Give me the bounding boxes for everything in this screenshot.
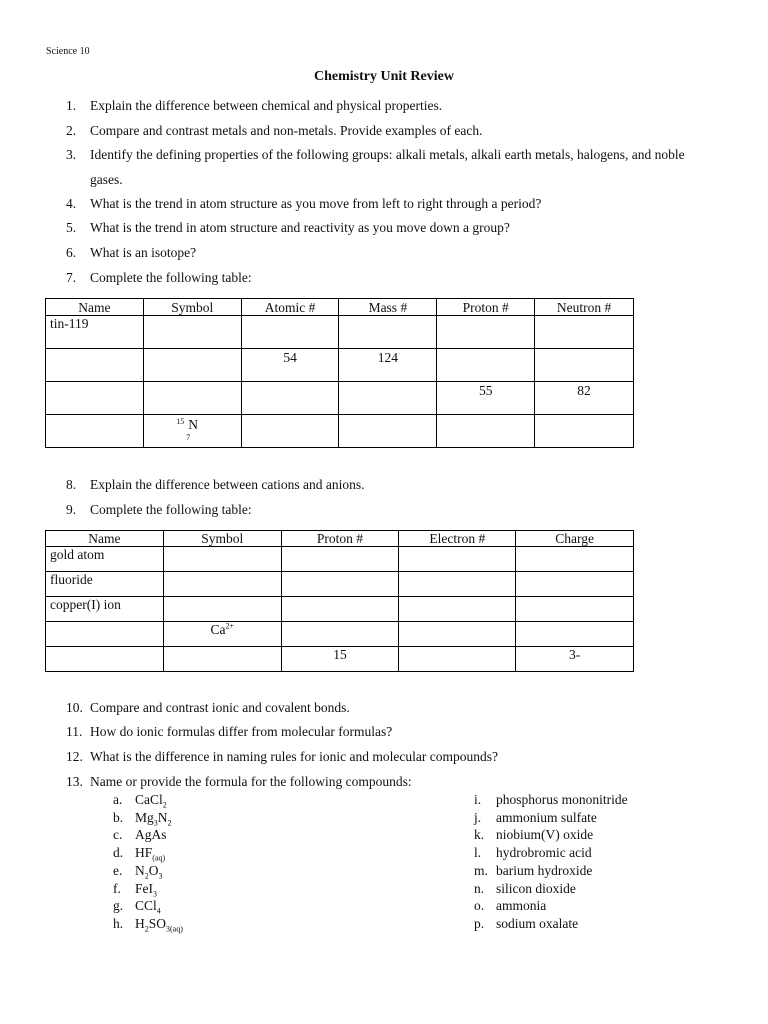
question-text: What is the trend in atom structure as you move from left to right through a period? [90, 196, 542, 211]
compound-item [474, 791, 628, 809]
question-text: What is an isotope? [90, 245, 197, 260]
question-number: 10. [66, 700, 83, 715]
question-text: What is the trend in atom structure and reactivity as you move down a group? [90, 220, 510, 235]
table-row [46, 647, 634, 672]
table-cell[interactable] [437, 349, 535, 382]
question-number: 8. [66, 477, 77, 492]
mass-number: 15 [176, 417, 185, 426]
table-header-row [46, 531, 634, 547]
question-number: 9. [66, 502, 77, 517]
table-cell[interactable] [143, 349, 241, 382]
table-cell[interactable] [399, 547, 516, 572]
compound-name: ammonia [496, 898, 547, 914]
ion-symbol: Ca [210, 622, 226, 637]
question-3-continuation: gases. [90, 172, 123, 187]
question-9 [66, 502, 252, 518]
page-title: Chemistry Unit Review [314, 69, 454, 84]
question-number: 6. [66, 245, 77, 260]
table-cell[interactable]: 82 [535, 382, 634, 415]
question-10 [66, 700, 350, 716]
item-letter: o. [474, 898, 485, 914]
table-row [46, 597, 634, 622]
column-header: Neutron # [535, 299, 634, 316]
question-text: Name or provide the formula for the following compounds: [90, 774, 412, 789]
isotope-notation [172, 415, 212, 441]
compound-item [113, 915, 183, 933]
question-12 [66, 749, 498, 765]
item-letter: b. [113, 809, 124, 825]
table-cell[interactable]: 15 [281, 647, 399, 672]
column-header: Symbol [163, 531, 281, 547]
table-cell[interactable] [437, 415, 535, 448]
table-cell[interactable]: 55 [437, 382, 535, 415]
compound-name: hydrobromic acid [496, 845, 592, 861]
question-number: 5. [66, 220, 77, 235]
chemical-formula: CCl$_4$ [135, 898, 161, 916]
table-cell[interactable] [163, 597, 281, 622]
question-8 [66, 477, 365, 493]
table-cell[interactable] [163, 572, 281, 597]
compound-item [474, 809, 628, 827]
compound-name: barium hydroxide [496, 862, 593, 878]
column-header: Atomic # [241, 299, 339, 316]
table-header-row [46, 299, 634, 316]
question-5 [66, 220, 510, 236]
question-number: 1. [66, 98, 77, 113]
item-letter: c. [113, 827, 123, 843]
table-row [46, 572, 634, 597]
table-cell[interactable] [143, 316, 241, 349]
question-number: 3. [66, 147, 77, 162]
compound-list-left [113, 791, 183, 933]
table-cell[interactable] [281, 622, 399, 647]
table-row [46, 547, 634, 572]
table-cell[interactable]: gold atom [46, 547, 164, 572]
table-cell[interactable] [46, 647, 164, 672]
item-letter: n. [474, 880, 485, 896]
table-cell[interactable]: 54 [241, 349, 339, 382]
table-row [46, 349, 634, 382]
compound-name: phosphorus mononitride [496, 792, 628, 807]
compound-item [474, 897, 628, 915]
table-cell[interactable] [516, 622, 634, 647]
table-cell[interactable] [46, 622, 164, 647]
item-letter: f. [113, 880, 121, 896]
item-letter: p. [474, 915, 485, 931]
question-1 [66, 98, 442, 114]
question-number: 2. [66, 123, 77, 138]
item-letter: i. [474, 792, 482, 807]
question-11 [66, 724, 392, 740]
column-header: Proton # [281, 531, 399, 547]
question-2 [66, 123, 483, 139]
compound-item [113, 862, 183, 880]
table-cell[interactable] [399, 572, 516, 597]
question-6 [66, 245, 196, 261]
element-symbol: N [188, 417, 198, 432]
table-cell[interactable] [516, 547, 634, 572]
table-cell[interactable] [281, 572, 399, 597]
chemical-formula: $HF_{(aq)}$ [135, 845, 166, 863]
table-cell[interactable] [281, 547, 399, 572]
compound-name: silicon dioxide [496, 880, 576, 896]
table-cell[interactable] [241, 382, 339, 415]
question-text: Complete the following table: [90, 270, 252, 285]
chemical-formula: AgAs [135, 827, 167, 843]
table-row [46, 316, 634, 349]
item-letter: e. [113, 862, 123, 878]
question-text: Identify the defining properties of the following groups: alkali metals, alkali earth metals, halogens, and noble [90, 147, 685, 162]
question-text: Compare and contrast ionic and covalent bonds. [90, 700, 350, 715]
compound-item [474, 844, 628, 862]
table-cell[interactable] [516, 572, 634, 597]
table-cell[interactable] [516, 597, 634, 622]
question-13 [66, 774, 412, 790]
table-row [46, 415, 634, 448]
column-header: Name [46, 299, 144, 316]
compound-item [113, 791, 183, 809]
question-text: Complete the following table: [90, 502, 252, 517]
table-cell[interactable] [339, 316, 437, 349]
table-cell[interactable] [339, 415, 437, 448]
compound-item [474, 880, 628, 898]
table-cell[interactable] [437, 316, 535, 349]
compound-name: niobium(V) oxide [496, 827, 594, 843]
item-letter: d. [113, 845, 124, 861]
table-cell[interactable] [241, 415, 339, 448]
table-cell[interactable] [163, 647, 281, 672]
item-letter: j. [474, 809, 482, 825]
question-number: 13. [66, 774, 83, 789]
question-number: 11. [66, 724, 83, 739]
compound-list-right [474, 791, 628, 933]
atomic-number: 7 [186, 433, 191, 442]
chemical-formula: $H_2SO_{3(aq)}$ [135, 915, 183, 934]
question-text: Explain the difference between chemical and physical properties. [90, 98, 443, 113]
question-text: Explain the difference between cations and anions. [90, 477, 365, 492]
compound-item [113, 809, 183, 827]
table-cell[interactable] [143, 415, 241, 448]
table-cell[interactable] [399, 647, 516, 672]
table-row [46, 622, 634, 647]
compound-item [113, 880, 183, 898]
compound-name: sodium oxalate [496, 915, 579, 931]
item-letter: l. [474, 845, 482, 861]
item-letter: m. [474, 862, 488, 878]
table-row [46, 382, 634, 415]
question-number: 4. [66, 196, 77, 211]
column-header: Name [46, 531, 164, 547]
item-letter: g. [113, 898, 124, 914]
ion-charge: 2+ [225, 621, 234, 631]
question-text: What is the difference in naming rules for ionic and molecular compounds? [90, 749, 498, 764]
chemical-formula: CaCl$_2$ [135, 792, 167, 810]
table-cell[interactable] [143, 382, 241, 415]
question-4 [66, 196, 541, 212]
table-cell[interactable]: tin-119 [46, 316, 144, 349]
question-text: How do ionic formulas differ from molecular formulas? [90, 724, 393, 739]
compound-item [474, 862, 628, 880]
compound-item [113, 897, 183, 915]
chemical-formula: $Mg_3N_2$ [135, 809, 172, 828]
table-cell[interactable] [535, 349, 634, 382]
question-number: 7. [66, 270, 77, 285]
table-cell[interactable] [535, 316, 634, 349]
ion-table [45, 530, 634, 672]
table-cell[interactable]: fluoride [46, 572, 164, 597]
table-cell[interactable] [163, 547, 281, 572]
course-label: Science 10 [46, 46, 90, 57]
item-letter: h. [113, 915, 124, 931]
table-cell[interactable] [46, 349, 144, 382]
table-cell[interactable] [46, 382, 144, 415]
item-letter: k. [474, 827, 485, 843]
compound-name: ammonium sulfate [496, 809, 597, 825]
compound-item [113, 826, 183, 844]
table-cell[interactable]: 124 [339, 349, 437, 382]
table-cell[interactable] [241, 316, 339, 349]
column-header: Proton # [437, 299, 535, 316]
chemical-formula: $N_2O_3$ [135, 862, 163, 881]
compound-item [474, 826, 628, 844]
table-cell[interactable]: 3- [516, 647, 634, 672]
question-number: 12. [66, 749, 83, 764]
table-cell[interactable] [535, 415, 634, 448]
column-header: Charge [516, 531, 634, 547]
compound-item [113, 844, 183, 862]
item-letter: a. [113, 792, 123, 807]
column-header: Electron # [399, 531, 516, 547]
column-header: Symbol [143, 299, 241, 316]
table-cell[interactable] [339, 382, 437, 415]
table-cell[interactable] [281, 597, 399, 622]
question-7 [66, 270, 252, 286]
question-3 [66, 147, 685, 163]
table-cell[interactable] [399, 622, 516, 647]
chemical-formula: FeI$_3$ [135, 880, 157, 899]
isotope-table [45, 298, 634, 448]
compound-item [474, 915, 628, 933]
table-cell[interactable]: copper(I) ion [46, 597, 164, 622]
table-cell[interactable] [46, 415, 144, 448]
table-cell[interactable] [399, 597, 516, 622]
question-text: Compare and contrast metals and non-metals. Provide examples of each. [90, 123, 483, 138]
table-cell[interactable] [163, 622, 281, 647]
column-header: Mass # [339, 299, 437, 316]
